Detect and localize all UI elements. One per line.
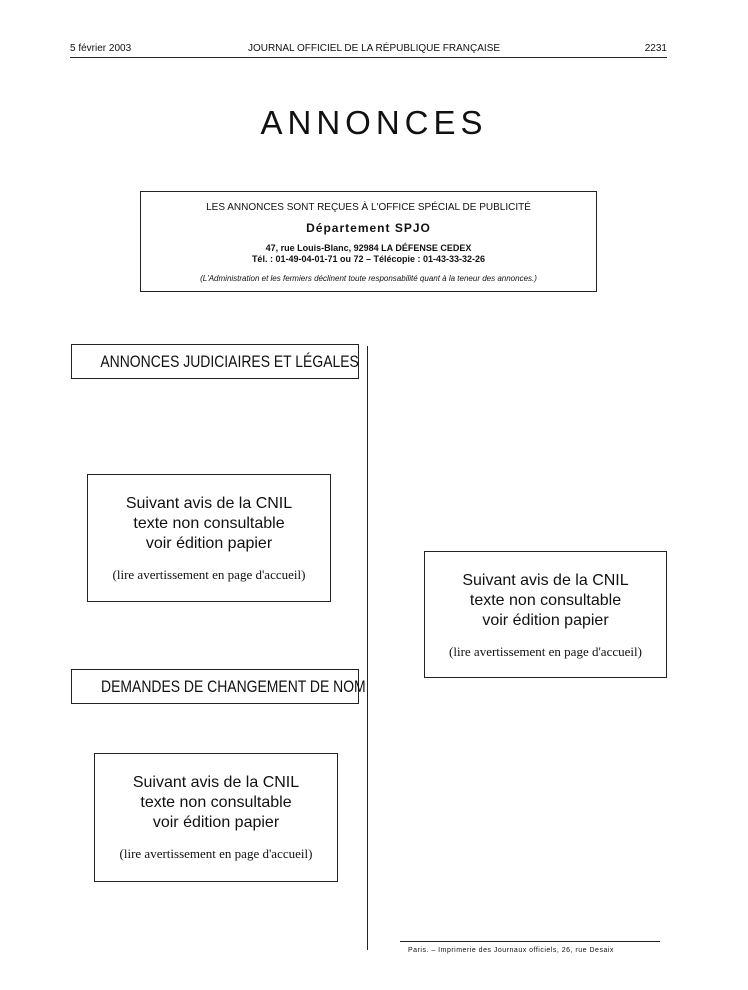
section-heading-changement-nom-text: DEMANDES DE CHANGEMENT DE NOM: [101, 677, 366, 696]
cnil-notice-1: [87, 474, 331, 601]
cnil-notice-3-line2: texte non consultable: [469, 592, 622, 609]
info-department: Département SPJO: [306, 221, 431, 235]
cnil-notice-3-line1: Suivant avis de la CNIL: [462, 572, 629, 589]
cnil-notice-1-line3: voir édition papier: [145, 535, 273, 552]
cnil-notice-3-note: (lire avertissement en page d'accueil): [449, 644, 642, 659]
info-intro: LES ANNONCES SONT REÇUES À L'OFFICE SPÉCIAL DE PUBLICITÉ: [206, 202, 531, 213]
info-address: 47, rue Louis-Blanc, 92984 LA DÉFENSE CEDEX: [265, 243, 472, 253]
cnil-notice-2-base-rule: [94, 881, 338, 882]
header-journal-title: JOURNAL OFFICIEL DE LA RÉPUBLIQUE FRANÇAISE: [247, 43, 501, 54]
header-rule: [70, 57, 667, 58]
info-disclaimer: (L'Administration et les fermiers déclinent toute responsabilité quant à la teneur des annonces.): [200, 274, 537, 283]
cnil-notice-1-line1: Suivant avis de la CNIL: [125, 495, 293, 512]
header-page-number: 2231: [644, 43, 667, 54]
cnil-notice-3: [424, 551, 667, 677]
section-heading-changement-nom: [71, 669, 366, 704]
cnil-notice-1-note: (lire avertissement en page d'accueil): [112, 567, 306, 582]
cnil-notice-2: [94, 753, 338, 881]
cnil-notice-2-note: (lire avertissement en page d'accueil): [119, 846, 313, 861]
cnil-notice-2-line2: texte non consultable: [140, 794, 292, 811]
publicity-info-box: [140, 191, 597, 292]
cnil-notice-1-base-rule: [87, 601, 331, 602]
cnil-notice-3-line3: voir édition papier: [482, 612, 609, 629]
cnil-notice-1-line2: texte non consultable: [133, 515, 285, 532]
imprint-footer: Paris. – Imprimerie des Journaux officiels, 26, rue Desaix: [408, 947, 614, 954]
section-heading-judiciaires: [71, 344, 359, 379]
footer-rule: [400, 941, 660, 942]
cnil-notice-2-line1: Suivant avis de la CNIL: [132, 774, 300, 791]
cnil-notice-2-line3: voir édition papier: [152, 814, 280, 831]
info-phones: Tél. : 01-49-04-01-71 ou 72 – Télécopie : 01-43-33-32-26: [251, 254, 486, 264]
page-title: ANNONCES: [260, 104, 488, 141]
section-heading-judiciaires-text: ANNONCES JUDICIAIRES ET LÉGALES: [100, 352, 359, 371]
column-separator: [367, 346, 368, 950]
header-date: 5 février 2003: [70, 43, 132, 54]
cnil-notice-3-base-rule: [424, 677, 667, 678]
